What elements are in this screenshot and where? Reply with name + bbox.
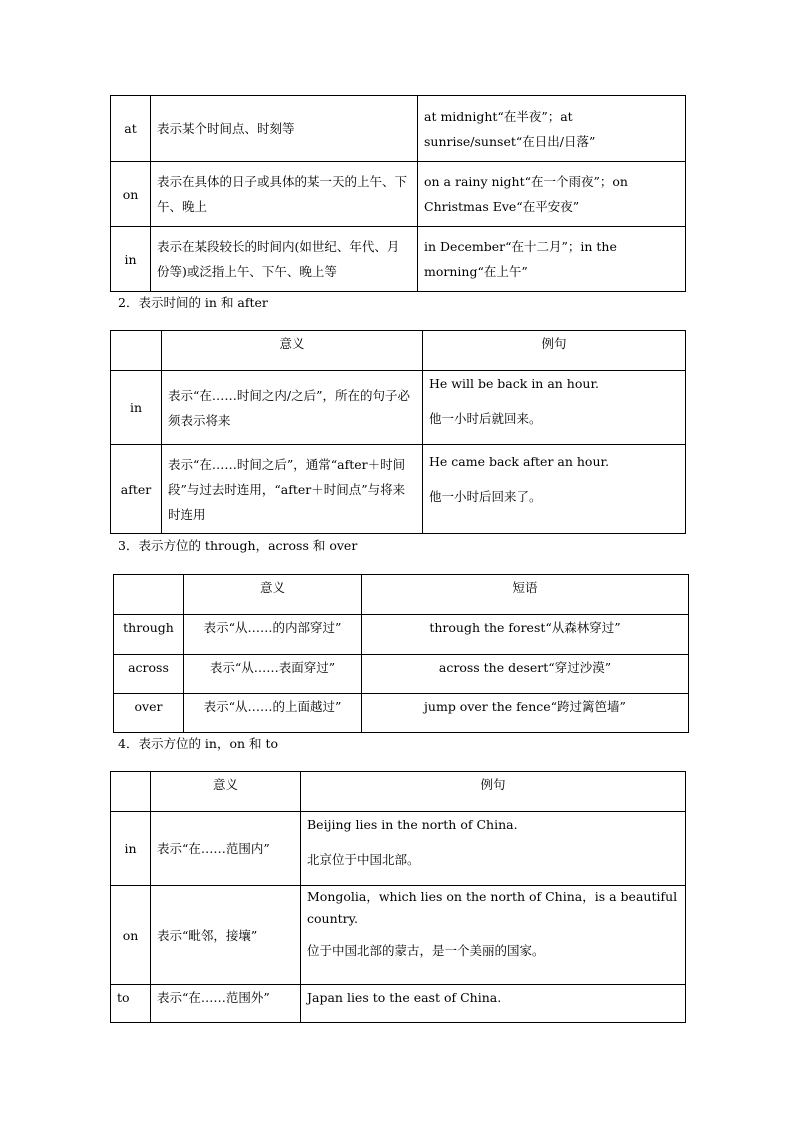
word-cell: over <box>114 694 184 733</box>
in-after-table <box>110 330 686 534</box>
column-header-meaning: 意义 <box>151 772 301 812</box>
meaning-cell: 表示“在……时间之后”，通常“after＋时间段”与过去时连用，“after＋时间点”与将来时连用 <box>162 445 423 534</box>
section-heading: 3．表示方位的 through，across 和 over <box>118 538 358 553</box>
example-cell: on a rainy night“在一个雨夜”；on Christmas Eve“在平安夜” <box>418 162 686 227</box>
through-across-over-table <box>113 574 689 733</box>
phrase-cell: through the forest“从森林穿过” <box>362 615 689 655</box>
example-cell <box>423 445 686 534</box>
word-cell: on <box>111 162 151 227</box>
table-row <box>111 96 686 162</box>
in-on-to-table <box>110 771 686 1023</box>
example-cell <box>301 812 686 886</box>
word-cell: at <box>111 96 151 162</box>
meaning-cell: 表示“毗邻，接壤” <box>151 886 301 985</box>
example-chinese: 位于中国北部的蒙古，是一个美丽的国家。 <box>307 943 545 958</box>
word-cell: in <box>111 812 151 886</box>
example-cell: at midnight“在半夜”；at sunrise/sunset“在日出/日落” <box>418 96 686 162</box>
example-chinese: 他一小时后就回来。 <box>429 411 542 426</box>
table-row <box>114 615 689 655</box>
example-english: He came back after an hour. <box>429 454 610 469</box>
table-row <box>111 812 686 886</box>
meaning-cell: 表示“从……的内部穿过” <box>184 615 362 655</box>
section-heading: 4．表示方位的 in，on 和 to <box>118 736 279 751</box>
table-header-row <box>111 331 686 371</box>
table-row <box>111 886 686 985</box>
meaning-cell: 表示“从……表面穿过” <box>184 655 362 694</box>
table-row <box>111 445 686 534</box>
example-cell: in December“在十二月”；in the morning“在上午” <box>418 227 686 292</box>
empty-header-cell <box>114 575 184 615</box>
table-row <box>111 371 686 445</box>
meaning-cell: 表示“从……的上面越过” <box>184 694 362 733</box>
example-english: Japan lies to the east of China. <box>307 990 502 1005</box>
table-row <box>114 694 689 733</box>
word-cell: through <box>114 615 184 655</box>
example-cell <box>301 985 686 1023</box>
table-row <box>114 655 689 694</box>
time-prepositions-table <box>110 95 686 292</box>
table-header-row <box>114 575 689 615</box>
word-cell: in <box>111 371 162 445</box>
column-header-example: 例句 <box>423 331 686 371</box>
table-row <box>111 985 686 1023</box>
meaning-cell: 表示在具体的日子或具体的某一天的上午、下午、晚上 <box>151 162 418 227</box>
phrase-cell: across the desert“穿过沙漠” <box>362 655 689 694</box>
example-cell <box>423 371 686 445</box>
table-row <box>111 162 686 227</box>
example-chinese: 北京位于中国北部。 <box>307 852 420 867</box>
word-cell: across <box>114 655 184 694</box>
meaning-cell: 表示某个时间点、时刻等 <box>151 96 418 162</box>
column-header-phrase: 短语 <box>362 575 689 615</box>
meaning-cell: 表示“在……时间之内/之后”，所在的句子必须表示将来 <box>162 371 423 445</box>
column-header-meaning: 意义 <box>162 331 423 371</box>
word-cell: after <box>111 445 162 534</box>
meaning-cell: 表示“在……范围外” <box>151 985 301 1023</box>
example-english: He will be back in an hour. <box>429 376 600 391</box>
table-row <box>111 227 686 292</box>
column-header-meaning: 意义 <box>184 575 362 615</box>
phrase-cell: jump over the fence“跨过篱笆墙” <box>362 694 689 733</box>
word-cell: on <box>111 886 151 985</box>
example-chinese: 他一小时后回来了。 <box>429 489 542 504</box>
column-header-example: 例句 <box>301 772 686 812</box>
example-english: Mongolia，which lies on the north of China，is a beautiful country. <box>307 889 678 926</box>
section-heading: 2．表示时间的 in 和 after <box>118 295 268 310</box>
example-cell <box>301 886 686 985</box>
meaning-cell: 表示“在……范围内” <box>151 812 301 886</box>
empty-header-cell <box>111 772 151 812</box>
table-header-row <box>111 772 686 812</box>
example-english: Beijing lies in the north of China. <box>307 817 518 832</box>
word-cell: in <box>111 227 151 292</box>
meaning-cell: 表示在某段较长的时间内(如世纪、年代、月份等)或泛指上午、下午、晚上等 <box>151 227 418 292</box>
word-cell: to <box>111 985 151 1023</box>
empty-header-cell <box>111 331 162 371</box>
